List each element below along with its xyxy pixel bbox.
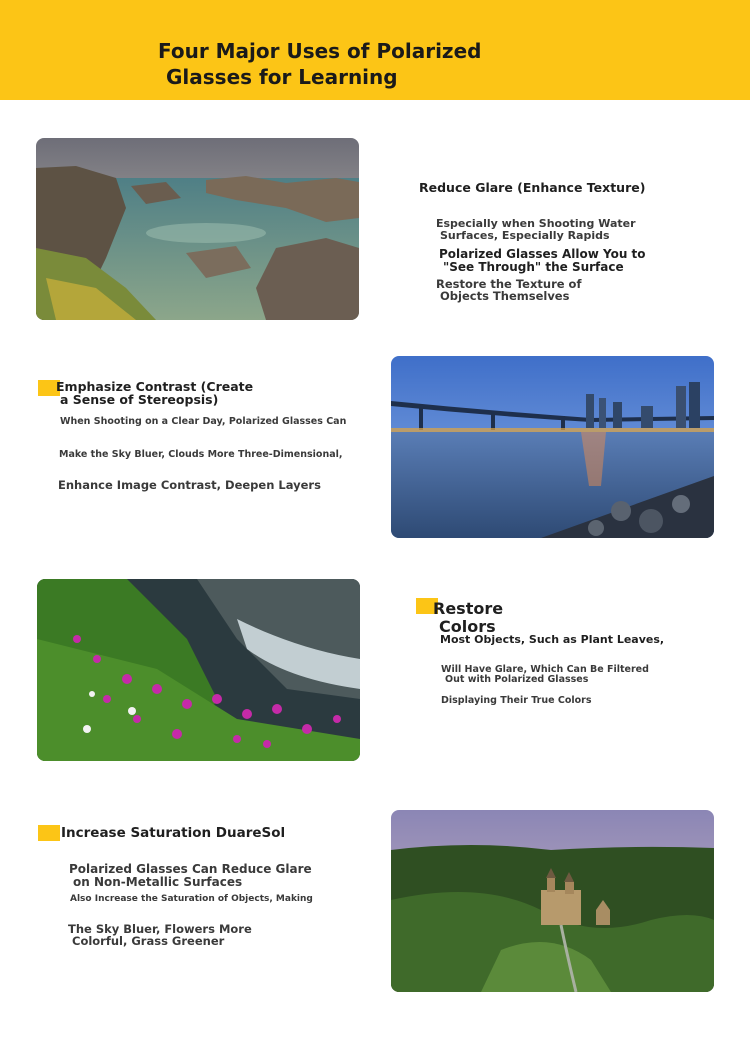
section-text: Enhance Image Contrast, Deepen Layers — [58, 478, 321, 492]
page-title — [158, 38, 481, 90]
section-text: Polarized Glasses Allow You to "See Through" the Surface — [439, 247, 646, 274]
section-text: When Shooting on a Clear Day, Polarized Glasses Can — [60, 416, 347, 427]
section-heading: Reduce Glare (Enhance Texture) — [419, 180, 646, 195]
section-heading: Restore Colors — [433, 599, 504, 636]
yellow-marker — [38, 825, 60, 841]
section-text: Most Objects, Such as Plant Leaves, — [440, 633, 665, 646]
section-heading: Emphasize Contrast (Create a Sense of Stereopsis) — [56, 379, 254, 407]
section-text: Displaying Their True Colors — [441, 695, 592, 706]
section-text: Especially when Shooting Water Surfaces, Especially Rapids — [436, 217, 636, 242]
coastal-rocks-sea-photo — [36, 138, 359, 320]
pink-flowers-stream-photo — [37, 579, 360, 761]
title-line-1: Four Major Uses of Polarized — [158, 39, 482, 63]
city-bridge-river-night-photo — [391, 356, 714, 538]
title-line-2: Glasses for Learning — [166, 65, 398, 89]
section-text: Restore the Texture of Objects Themselves — [436, 277, 582, 303]
section-text: Will Have Glare, Which Can Be Filtered Out with Polarized Glasses — [441, 664, 649, 685]
section-text: Also Increase the Saturation of Objects, Making — [70, 894, 313, 904]
castle-forest-valley-photo — [391, 810, 714, 992]
section-text: The Sky Bluer, Flowers More Colorful, Grass Greener — [68, 922, 252, 948]
section-text: Polarized Glasses Can Reduce Glare on Non-Metallic Surfaces — [69, 862, 312, 889]
section-text: Make the Sky Bluer, Clouds More Three-Dimensional, — [59, 449, 343, 460]
page-header — [0, 0, 750, 100]
section-heading: Increase Saturation DuareSol — [61, 825, 286, 841]
